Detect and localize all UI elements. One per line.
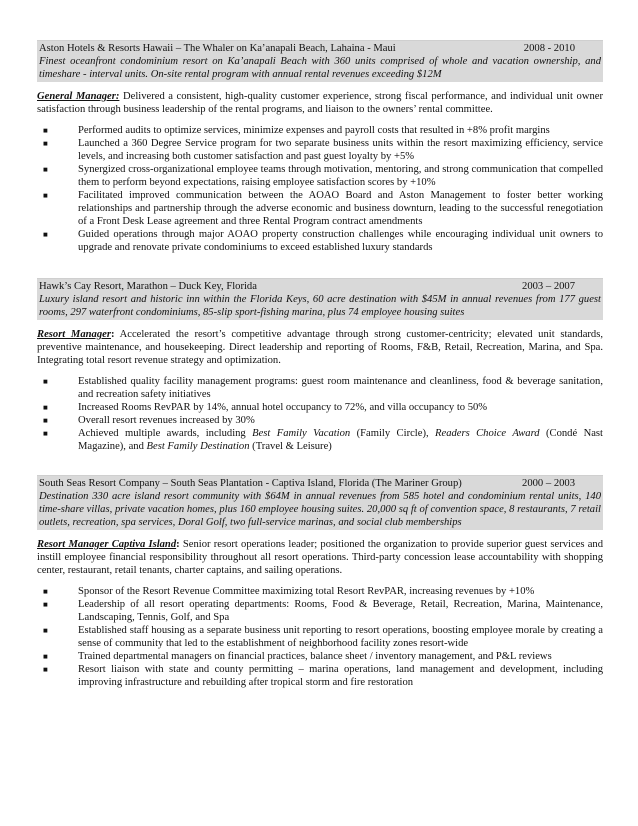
- list-item: ■ Established staff housing as a separate business unit reporting to resort operations, boosting employee morale by creating a sense of community that led to the establishment of neighborhood facility zones resort-wide: [43, 625, 603, 649]
- bullet-icon: ■: [43, 652, 48, 661]
- list-item: ■ Resort liaison with state and county permitting – marina operations, land management and development, including improving infrastructure and rebuilding after tropical storm and fire restoration: [43, 664, 603, 688]
- list-item: ■ Performed audits to optimize services, minimize expenses and payroll costs that resulted in +8% profit margins: [43, 125, 550, 136]
- bullet-icon: ■: [43, 665, 48, 674]
- job-dates: 2003 – 2007: [522, 281, 575, 292]
- role-title: Resort Manager: [37, 329, 111, 340]
- job-header: [37, 475, 603, 530]
- role-title: Resort Manager Captiva Island: [37, 539, 177, 550]
- bullet-icon: ■: [43, 165, 48, 174]
- role-text: Accelerated the resort’s competitive advantage through strong customer-centricity; elevated unit standards, preventive maintenance, and housekeeping. Direct leadership and reporting of Rooms, F&B, Retail, Recreation, Marina, and Spa. Integrating total resort revenue strategy and optimization.: [37, 329, 603, 366]
- job-dates: 2008 - 2010: [523, 43, 575, 54]
- achievement-list: [37, 124, 603, 254]
- company-name: Aston Hotels & Resorts Hawaii – The Whaler on Ka’anapali Beach, Lahaina - Maui: [39, 43, 396, 54]
- job-header: [37, 278, 603, 320]
- company-description: Finest oceanfront condominium resort on Ka’anapali Beach with 360 units comprised of whole and vacation ownership, and timeshare - interval units. On-site rental program with annual rental revenues exceeding $12M: [39, 56, 601, 80]
- bullet-icon: ■: [43, 600, 48, 609]
- job-entry-hawks-cay: [37, 278, 603, 453]
- role-summary: Resort Manager Captiva Island: Senior resort operations leader; positioned the organization to provide superior guest services and instill employee financial responsibility throughout all resort operations. Third-party concession lease accountability with shopping center, restaurant, retail tenants, charter captains, and sailing operations.: [37, 539, 603, 576]
- role-text: Delivered a consistent, high-quality customer experience, strong fiscal performance, and individual unit owner satisfaction through business leadership of the rental programs, and liaison to the owners’ rental committee.: [37, 91, 604, 115]
- bullet-icon: ■: [43, 191, 48, 200]
- bullet-icon: ■: [43, 416, 48, 425]
- list-item: ■ Facilitated improved communication between the AOAO Board and Aston Management to foster better working relationships and partnership through the adverse economic and business downturn, leading to the successful renegotiation of a Front Desk Lease agreement and three Rental Program contract amendments: [43, 190, 603, 227]
- bullet-icon: ■: [43, 139, 48, 148]
- company-name: South Seas Resort Company – South Seas Plantation - Captiva Island, Florida (The Mariner Group): [39, 478, 462, 489]
- bullet-icon: ■: [43, 126, 48, 135]
- list-item: ■ Launched a 360 Degree Service program for two separate business units within the resort maximizing efficiency, service levels, and increasing both customer satisfaction and past guest loyalty by +5%: [43, 138, 603, 162]
- achievement-list: [37, 375, 603, 453]
- list-item: ■ Achieved multiple awards, including Best Family Vacation (Family Circle), Readers Choice Award (Condé Nast Magazine), and Best Family Destination (Travel & Leisure): [43, 428, 603, 452]
- bullet-icon: ■: [43, 377, 48, 386]
- bullet-icon: ■: [43, 429, 48, 438]
- bullet-icon: ■: [43, 626, 48, 635]
- job-header: [37, 40, 603, 82]
- list-item: ■ Leadership of all resort operating departments: Rooms, Food & Beverage, Retail, Recreation, Marina, Maintenance, Landscaping, Tennis, Golf, and Spa: [43, 599, 603, 623]
- role-text: Senior resort operations leader; positioned the organization to provide superior guest services and instill employee financial responsibility throughout all resort operations. Third-party concession lease accountability with shopping center, restaurant, retail tenants, charter captains, and sailing operations.: [37, 539, 603, 576]
- role-title: General Manager:: [37, 91, 120, 102]
- list-item: ■ Synergized cross-organizational employee teams through motivation, mentoring, and strong communication that compelled them to perform beyond expectations, raising employee satisfaction scores by +10%: [43, 164, 603, 188]
- list-item: ■ Sponsor of the Resort Revenue Committee maximizing total Resort RevPAR, increasing revenues by +10%: [43, 586, 535, 597]
- job-dates: 2000 – 2003: [522, 478, 575, 489]
- company-name: Hawk’s Cay Resort, Marathon – Duck Key, Florida: [39, 281, 257, 292]
- job-entry-aston: [37, 40, 603, 254]
- list-item: ■ Overall resort revenues increased by 30%: [43, 415, 255, 426]
- bullet-icon: ■: [43, 587, 48, 596]
- bullet-icon: ■: [43, 403, 48, 412]
- list-item: ■ Established quality facility management programs: guest room maintenance and cleanliness, food & beverage sanitation, and recreation safety initiatives: [43, 376, 603, 400]
- resume-page: [37, 40, 603, 689]
- achievement-list: [37, 585, 603, 689]
- list-item: ■ Guided operations through major AOAO property construction challenges while encouraging individual unit owners to upgrade and renovate private condominiums to exceed established luxury standards: [43, 229, 603, 253]
- company-description: Luxury island resort and historic inn within the Florida Keys, 60 acre destination with $45M in annual revenues from 177 guest rooms, 297 waterfront condominiums, 85-slip sport-fishing marina, plus 74 employee housing suites: [39, 294, 601, 318]
- bullet-icon: ■: [43, 230, 48, 239]
- job-entry-south-seas: [37, 475, 603, 689]
- list-item: ■ Increased Rooms RevPAR by 14%, annual hotel occupancy to 72%, and villa occupancy to 50%: [43, 402, 488, 413]
- company-description: Destination 330 acre island resort community with $64M in annual revenues from 585 hotel and condominium rental units, 140 time-share villas, private vacation homes, plus 160 employee housing suites. 20,000 sq ft of convention space, 8 restaurants, 7 retail outlets, recreation, spa services, Doral Golf, two full-service marinas, and social club memberships: [39, 491, 601, 528]
- role-summary: Resort Manager: Accelerated the resort’s competitive advantage through strong customer-centricity; elevated unit standards, preventive maintenance, and housekeeping. Direct leadership and reporting of Rooms, F&B, Retail, Recreation, Marina, and Spa. Integrating total resort revenue strategy and optimization.: [37, 329, 603, 366]
- role-summary: [37, 90, 603, 116]
- list-item: ■ Trained departmental managers on financial practices, balance sheet / inventory management, and P&L reviews: [43, 651, 552, 662]
